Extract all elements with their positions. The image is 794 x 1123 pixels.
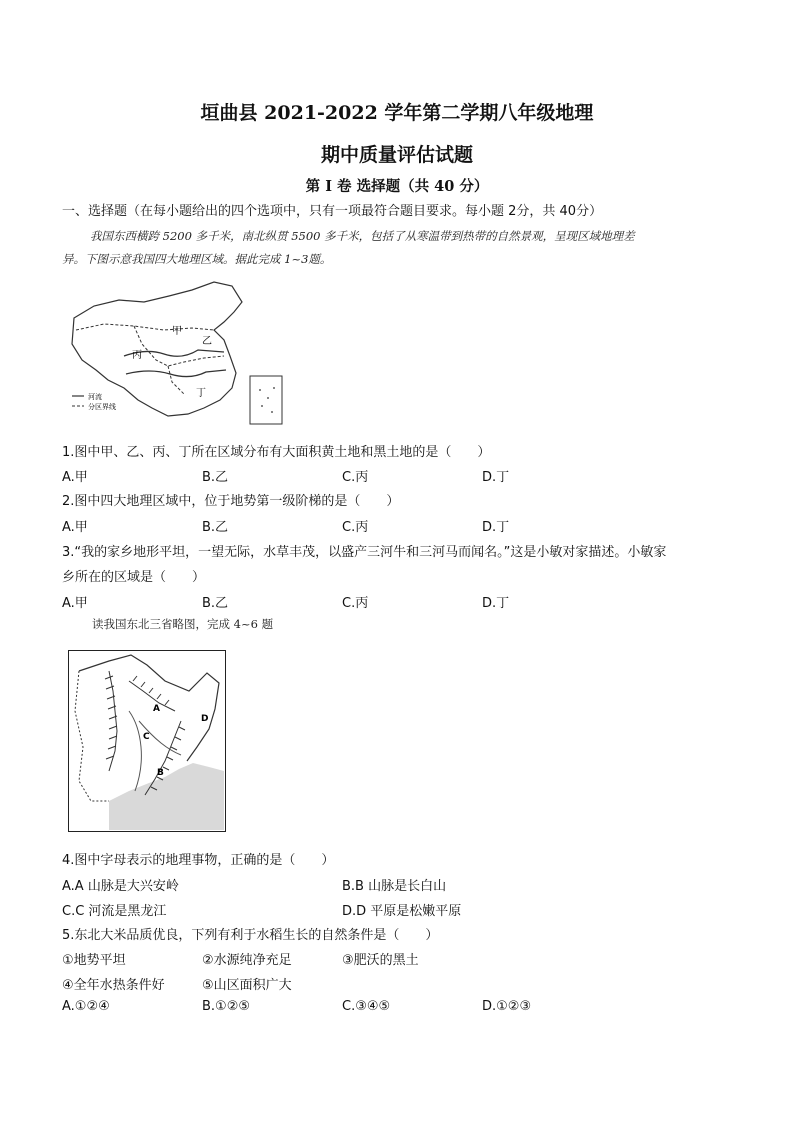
map2-label-b: B [157, 768, 164, 778]
q3-option-b: B.乙 [202, 596, 229, 611]
legend-boundary: 分区界线 [88, 403, 116, 411]
q1-option-d: D.丁 [482, 470, 510, 485]
q4-option-d: D.D 平原是松嫩平原 [342, 904, 462, 919]
q3-option-c: C.丙 [342, 596, 369, 611]
q5-condition-5: ⑤山区面积广大 [202, 978, 292, 993]
q3-option-a: A.甲 [62, 596, 88, 611]
china-regions-map [64, 278, 286, 428]
q5-condition-2: ②水源纯净充足 [202, 953, 292, 968]
map1-label-bing: 丙 [132, 350, 142, 361]
question-5-stem: 5.东北大米品质优良，下列有利于水稻生长的自然条件是（ ） [62, 928, 439, 943]
q5-option-d: D.①②③ [482, 999, 532, 1014]
q2-option-c: C.丙 [342, 520, 369, 535]
map2-label-c: C [143, 732, 150, 742]
question-3-stem-line1: 3.“我的家乡地形平坦，一望无际，水草丰茂，以盛产三河牛和三河马而闻名。”这是小敏对家描述。小敏家 [62, 545, 667, 560]
q1-option-a: A.甲 [62, 470, 88, 485]
q5-condition-1: ①地势平坦 [62, 953, 126, 968]
map1-label-jia: 甲 [172, 326, 182, 337]
q5-condition-4: ④全年水热条件好 [62, 978, 165, 993]
q1-option-c: C.丙 [342, 470, 369, 485]
q1-option-b: B.乙 [202, 470, 229, 485]
q3-option-d: D.丁 [482, 596, 510, 611]
q5-option-b: B.①②⑤ [202, 999, 251, 1014]
q2-option-d: D.丁 [482, 520, 510, 535]
intro-line1: 我国东西横跨 5200 多千米，南北纵贯 5500 多千米，包括了从寒温带到热带的自然景观，呈现区域地理差 [90, 229, 635, 243]
question-1-stem: 1.图中甲、乙、丙、丁所在区域分布有大面积黄土地和黑土地的是（ ） [62, 445, 491, 460]
map2-label-a: A [153, 704, 160, 714]
map1-label-yi: 乙 [202, 336, 212, 347]
q2-option-b: B.乙 [202, 520, 229, 535]
legend-river: 河流 [88, 393, 102, 401]
map1-label-ding: 丁 [196, 388, 206, 399]
q2-option-a: A.甲 [62, 520, 88, 535]
q5-option-c: C.③④⑤ [342, 999, 391, 1014]
northeast-china-map [68, 650, 226, 832]
section-title: 第 I 卷 选择题（共 40 分） [305, 178, 489, 195]
map2-label-d: D [201, 714, 209, 724]
part1-heading: 一、选择题（在每小题给出的四个选项中，只有一项最符合题目要求。每小题 2分，共 40分） [62, 204, 603, 219]
question-4-stem: 4.图中字母表示的地理事物，正确的是（ ） [62, 853, 335, 868]
part2-intro: 读我国东北三省略图，完成 4~6 题 [92, 617, 274, 631]
q5-option-a: A.①②④ [62, 999, 110, 1014]
exam-title-line2: 期中质量评估试题 [320, 144, 473, 166]
intro-line2: 异。下图示意我国四大地理区域。据此完成 1~3题。 [62, 252, 332, 266]
question-2-stem: 2.图中四大地理区域中，位于地势第一级阶梯的是（ ） [62, 494, 400, 509]
exam-title-line1: 垣曲县 2021-2022 学年第二学期八年级地理 [200, 102, 594, 124]
q4-option-a: A.A 山脉是大兴安岭 [62, 879, 179, 894]
q4-option-b: B.B 山脉是长白山 [342, 879, 447, 894]
question-3-stem-line2: 乡所在的区域是（ ） [62, 570, 206, 585]
q4-option-c: C.C 河流是黑龙江 [62, 904, 167, 919]
q5-condition-3: ③肥沃的黑土 [342, 953, 419, 968]
